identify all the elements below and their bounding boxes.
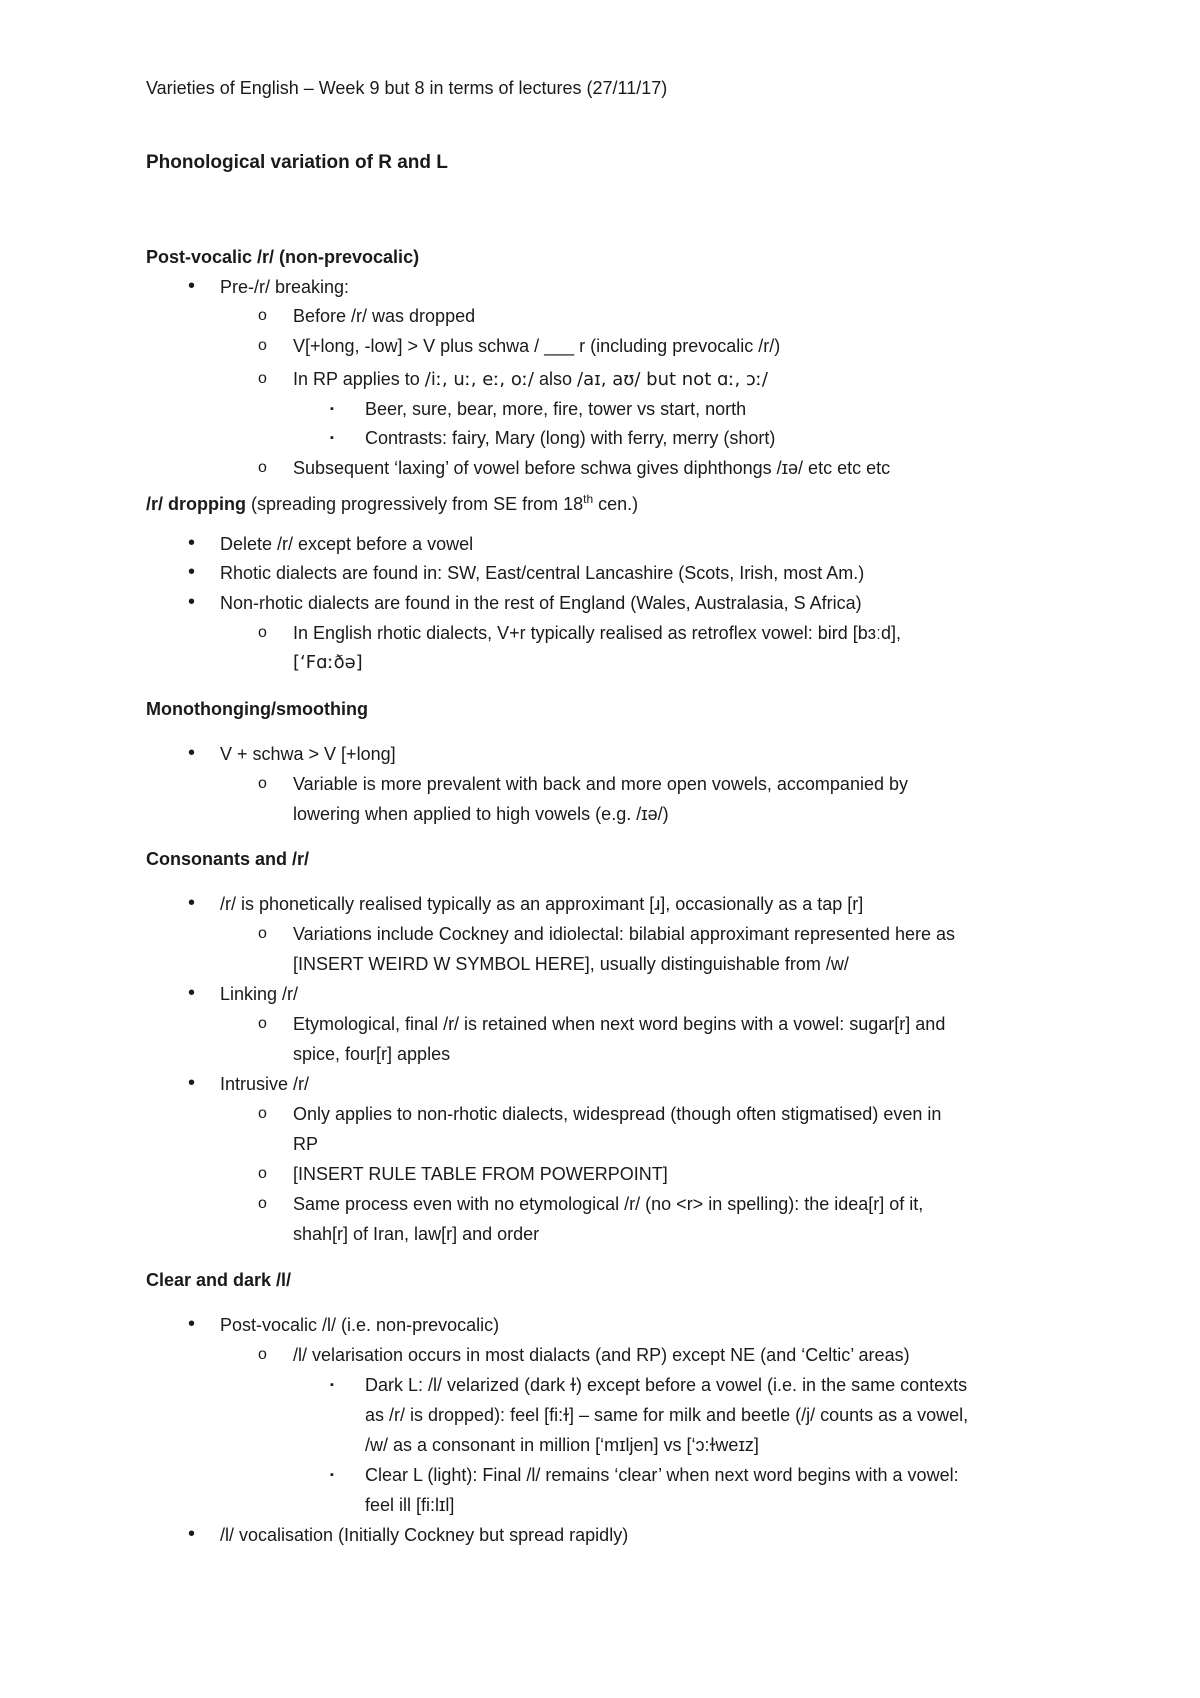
- bullet: •: [188, 892, 196, 914]
- ipa-diphthongs: /aɪ, aʊ/ but not ɑː, ɔː/: [577, 369, 768, 390]
- section-heading-consonants: Consonants and /r/: [146, 849, 310, 869]
- sub-bullet: o: [258, 370, 267, 387]
- bullet: •: [188, 742, 196, 764]
- list-item: /r/ is phonetically realised typically as an approximant [ɹ], occasionally as a tap [r]: [220, 894, 864, 914]
- sub-sub-bullet: ▪: [330, 1469, 334, 1481]
- list-item: V + schwa > V [+long]: [220, 744, 396, 764]
- section-heading-clear-dark-l: Clear and dark /l/: [146, 1270, 292, 1290]
- list-item: V[+long, -low] > V plus schwa / ___ r (including prevocalic /r/): [293, 336, 781, 356]
- list-item-continuation: spice, four[r] apples: [293, 1044, 451, 1064]
- bullet: •: [188, 1523, 196, 1545]
- list-item: /l/ velarisation occurs in most dialacts (and RP) except NE (and ‘Celtic’ areas): [293, 1345, 910, 1365]
- ipa-vowels: /iː, uː, eː, oː/: [424, 369, 534, 390]
- list-item: Dark L: /l/ velarized (dark ɫ) except before a vowel (i.e. in the same contexts: [365, 1375, 968, 1395]
- bullet: •: [188, 982, 196, 1004]
- list-item: Pre-/r/ breaking:: [220, 277, 350, 297]
- list-item-continuation: [‘Fɑːðə]: [293, 652, 363, 673]
- document-header: Varieties of English – Week 9 but 8 in terms of lectures (27/11/17): [146, 78, 668, 98]
- heading-bold: /r/ dropping: [146, 494, 246, 514]
- list-item-continuation: shah[r] of Iran, law[r] and order: [293, 1224, 540, 1244]
- list-item: In English rhotic dialects, V+r typically realised as retroflex vowel: bird [bɜːd],: [293, 623, 902, 643]
- list-item: Linking /r/: [220, 984, 299, 1004]
- list-item: Subsequent ‘laxing’ of vowel before schwa gives diphthongs /ɪə/ etc etc etc: [293, 458, 891, 478]
- heading-text: (spreading progressively from SE from 18: [245, 494, 584, 514]
- sub-bullet: o: [258, 337, 267, 354]
- list-item: Etymological, final /r/ is retained when next word begins with a vowel: sugar[r] and: [293, 1014, 946, 1034]
- list-item: Contrasts: fairy, Mary (long) with ferry, merry (short): [365, 428, 776, 448]
- list-item: Before /r/ was dropped: [293, 306, 476, 326]
- list-item: Non-rhotic dialects are found in the rest of England (Wales, Australasia, S Africa): [220, 593, 862, 613]
- sub-bullet: o: [258, 624, 267, 641]
- list-item-continuation: [INSERT WEIRD W SYMBOL HERE], usually distinguishable from /w/: [293, 954, 849, 974]
- sub-sub-bullet: ▪: [330, 432, 334, 444]
- list-item-continuation: lowering when applied to high vowels (e.g. /ɪə/): [293, 804, 669, 824]
- list-item: Only applies to non-rhotic dialects, widespread (though often stigmatised) even in: [293, 1104, 942, 1124]
- sub-bullet: o: [258, 775, 267, 792]
- list-item: Beer, sure, bear, more, fire, tower vs start, north: [365, 399, 747, 419]
- list-item-text: also: [533, 369, 577, 389]
- section-heading-r-dropping: [146, 487, 638, 516]
- list-item-text: In RP applies to: [293, 369, 425, 389]
- heading-superscript: th: [583, 492, 594, 506]
- section-heading-post-vocalic-r: Post-vocalic /r/ (non-prevocalic): [146, 247, 420, 267]
- sub-bullet: o: [258, 1015, 267, 1032]
- list-item: Same process even with no etymological /r/ (no <r> in spelling): the idea[r] of it,: [293, 1194, 924, 1214]
- sub-sub-bullet: ▪: [330, 1379, 334, 1391]
- list-item: Delete /r/ except before a vowel: [220, 534, 474, 554]
- bullet: •: [188, 1313, 196, 1335]
- sub-bullet: o: [258, 1195, 267, 1212]
- heading-text: cen.): [593, 494, 639, 514]
- section-heading-monothonging: Monothonging/smoothing: [146, 699, 368, 719]
- sub-bullet: o: [258, 1165, 267, 1182]
- list-item: [INSERT RULE TABLE FROM POWERPOINT]: [293, 1164, 668, 1184]
- list-item-continuation: /w/ as a consonant in million [‘mɪljen] vs [‘ɔ:ɫweɪz]: [365, 1435, 759, 1455]
- list-item: Variable is more prevalent with back and more open vowels, accompanied by: [293, 774, 908, 794]
- list-item: Rhotic dialects are found in: SW, East/central Lancashire (Scots, Irish, most Am.): [220, 563, 865, 583]
- page-title: Phonological variation of R and L: [146, 152, 448, 173]
- list-item: [293, 367, 768, 392]
- list-item: Clear L (light): Final /l/ remains ‘clear’ when next word begins with a vowel:: [365, 1465, 959, 1485]
- list-item-continuation: RP: [293, 1134, 319, 1154]
- list-item-continuation: as /r/ is dropped): feel [fi:ɫ] – same for milk and beetle (/j/ counts as a vowel,: [365, 1405, 969, 1425]
- sub-sub-bullet: ▪: [330, 403, 334, 415]
- list-item: Post-vocalic /l/ (i.e. non-prevocalic): [220, 1315, 500, 1335]
- list-item: Variations include Cockney and idiolectal: bilabial approximant represented here as: [293, 924, 956, 944]
- bullet: •: [188, 532, 196, 554]
- bullet: •: [188, 561, 196, 583]
- sub-bullet: o: [258, 1346, 267, 1363]
- list-item-continuation: feel ill [fi:lɪl]: [365, 1495, 455, 1515]
- bullet: •: [188, 591, 196, 613]
- list-item: Intrusive /r/: [220, 1074, 310, 1094]
- sub-bullet: o: [258, 925, 267, 942]
- sub-bullet: o: [258, 459, 267, 476]
- bullet: •: [188, 1072, 196, 1094]
- bullet: •: [188, 275, 196, 297]
- sub-bullet: o: [258, 307, 267, 324]
- list-item: /l/ vocalisation (Initially Cockney but spread rapidly): [220, 1525, 629, 1545]
- sub-bullet: o: [258, 1105, 267, 1122]
